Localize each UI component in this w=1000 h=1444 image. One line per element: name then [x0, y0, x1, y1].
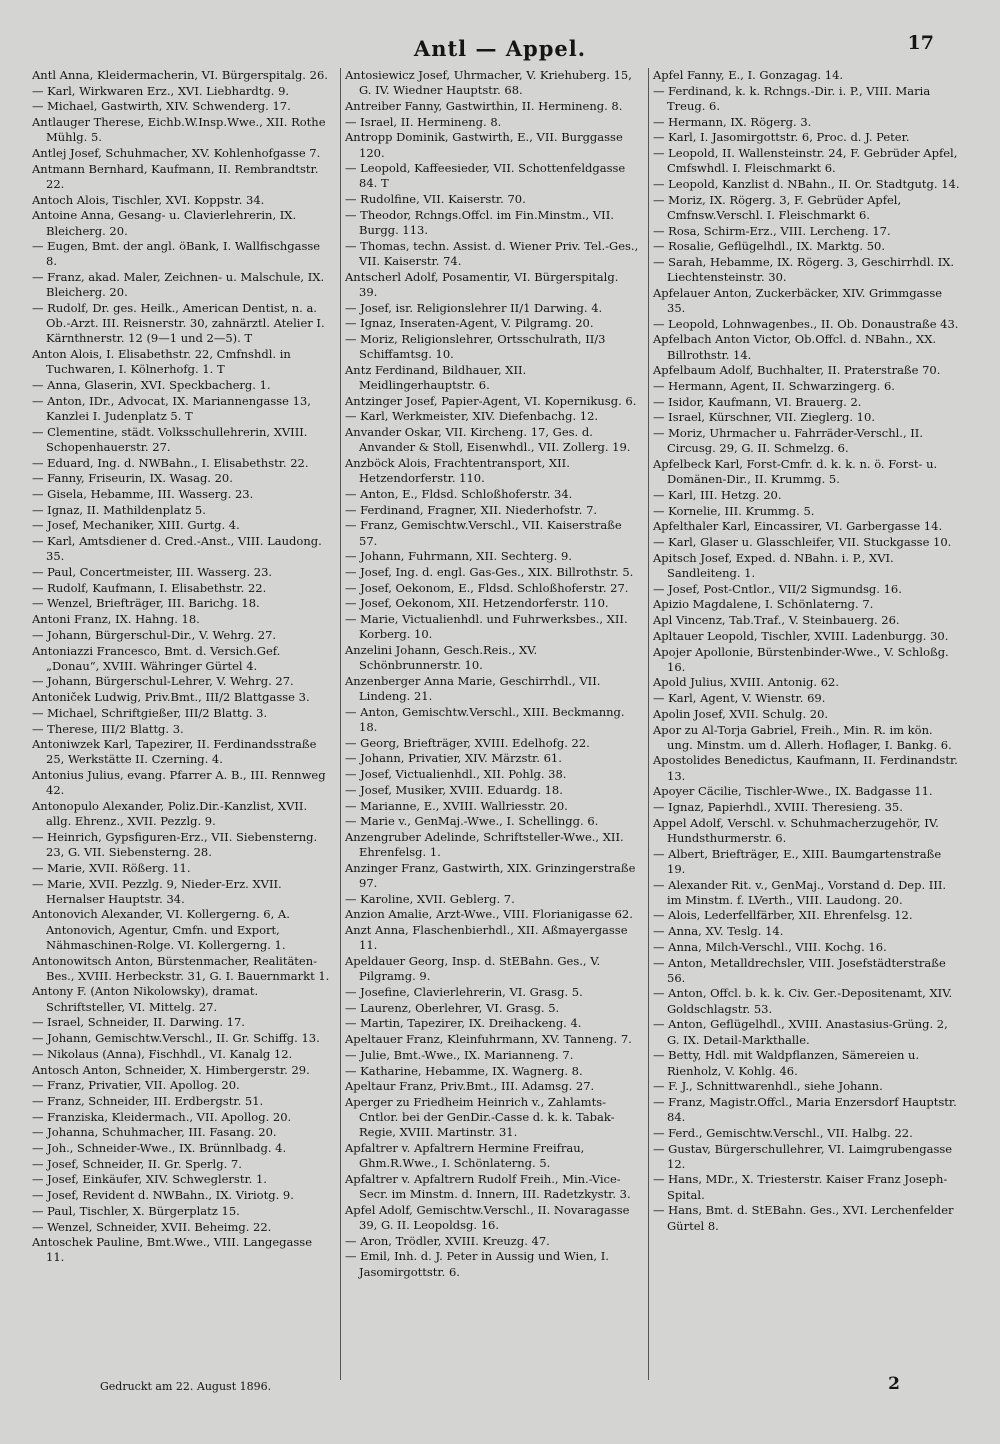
directory-entry: — Thomas, techn. Assist. d. Wiener Priv. Tel.-Ges., VII. Kaiserstr. 74. — [345, 238, 639, 268]
directory-entry: Anzinger Franz, Gastwirth, XIX. Grinzingerstraße 97. — [345, 860, 636, 891]
directory-entry: — Josef, Victualienhdl., XII. Pohlg. 38. — [345, 767, 567, 782]
directory-entry: — Josef, Einkäufer, XIV. Schweglerstr. 1. — [32, 1172, 267, 1187]
directory-entry: — Joh., Schneider-Wwe., IX. Brünnlbadg. 4. — [32, 1141, 287, 1156]
directory-entry: — Karl, Amtsdiener d. Cred.-Anst., VIII. Laudong. 35. — [32, 534, 322, 564]
directory-entry: — Franz, Schneider, III. Erdbergstr. 51. — [32, 1093, 264, 1108]
directory-entry: Antz Ferdinand, Bildhauer, XII. Meidlingerhauptstr. 6. — [345, 362, 527, 393]
directory-entry: — Johann, Fuhrmann, XII. Sechterg. 9. — [345, 549, 572, 564]
directory-entry: — Josef, Post-Cntlor., VII/2 Sigmundsg. 16. — [653, 581, 902, 596]
directory-entry: — Josef, Revident d. NWBahn., IX. Viriotg. 9. — [32, 1188, 294, 1203]
directory-entry: Antoniwzek Karl, Tapezirer, II. Ferdinandsstraße 25, Werkstätte II. Czerning. 4. — [32, 737, 317, 767]
directory-entry: Antonowitsch Anton, Bürstenmacher, Realitäten-Bes., XVIII. Herbeckstr. 31, G. I. Bauernmarkt 1. — [32, 953, 330, 983]
directory-entry: — Rosalie, Geflügelhdl., IX. Marktg. 50. — [653, 239, 886, 254]
directory-entry: — Julie, Bmt.-Wwe., IX. Marianneng. 7. — [345, 1047, 574, 1062]
directory-entry: — Josef, Schneider, II. Gr. Sperlg. 7. — [32, 1156, 242, 1171]
directory-entry: — Franz, akad. Maler, Zeichnen- u. Malschule, IX. Bleicherg. 20. — [32, 270, 325, 300]
directory-entry: Antonius Julius, evang. Pfarrer A. B., III. Rennweg 42. — [32, 768, 326, 798]
directory-entry: — Martin, Tapezirer, IX. Dreihackeng. 4. — [345, 1016, 582, 1031]
directory-entry: Antoniazzi Francesco, Bmt. d. Versich.Gef. „Donau“, XVIII. Währinger Gürtel 4. — [32, 643, 281, 673]
directory-entry: — Karl, Wirkwaren Erz., XVI. Liebhardtg. 9. — [32, 83, 290, 98]
directory-entry: — Ferd., Gemischtw.Verschl., VII. Halbg. 22. — [653, 1125, 913, 1140]
directory-entry: — Hermann, IX. Rögerg. 3. — [653, 114, 812, 129]
directory-entry: — Georg, Briefträger, XVIII. Edelhofg. 22. — [345, 735, 590, 750]
directory-entry: Antmann Bernhard, Kaufmann, II. Rembrandtstr. 22. — [32, 161, 319, 191]
directory-entry: — Karl, Glaser u. Glasschleifer, VII. Stuckgasse 10. — [653, 535, 952, 550]
directory-entry: Apfelbaum Adolf, Buchhalter, II. Praterstraße 70. — [653, 363, 941, 378]
directory-entry: — Israel, II. Hermineng. 8. — [345, 114, 502, 129]
directory-entry: — Anna, Glaserin, XVI. Speckbacherg. 1. — [32, 378, 271, 393]
directory-entry: — Marianne, E., XVIII. Wallriesstr. 20. — [345, 798, 568, 813]
directory-entry: — Johann, Bürgerschul-Lehrer, V. Wehrg. 27. — [32, 674, 294, 689]
print-date: Gedruckt am 22. August 1896. — [100, 1380, 272, 1393]
directory-entry: — Johanna, Schuhmacher, III. Fasang. 20. — [32, 1125, 277, 1140]
directory-entry: — Johann, Gemischtw.Verschl., II. Gr. Schiffg. 13. — [32, 1031, 320, 1046]
directory-entry: — Wenzel, Schneider, XVII. Beheimg. 22. — [32, 1219, 272, 1234]
entry-columns — [32, 68, 962, 1380]
directory-entry: Apizio Magdalene, I. Schönlaterng. 7. — [653, 597, 874, 612]
directory-entry: Apfelbach Anton Victor, Ob.Offcl. d. NBahn., XX. Billrothstr. 14. — [653, 332, 937, 362]
directory-entry: Antoni Franz, IX. Hahng. 18. — [32, 612, 200, 627]
directory-entry: — Eduard, Ing. d. NWBahn., I. Elisabethstr. 22. — [32, 455, 309, 470]
directory-entry: — Josefine, Clavierlehrerin, VI. Grasg. 5. — [345, 984, 583, 999]
directory-entry: — Israel, Schneider, II. Darwing. 17. — [32, 1015, 245, 1030]
directory-entry: — Ferdinand, Fragner, XII. Niederhofstr. 7. — [345, 502, 598, 517]
directory-entry: Antlauger Therese, Eichb.W.Insp.Wwe., XII. Rothe Mühlg. 5. — [32, 115, 326, 145]
directory-entry: — Rosa, Schirm-Erz., VIII. Lercheng. 17. — [653, 223, 891, 238]
directory-entry: — Ignaz, II. Mathildenplatz 5. — [32, 502, 206, 517]
directory-entry: — Hans, Bmt. d. StEBahn. Ges., XVI. Lerchenfelder Gürtel 8. — [653, 1203, 954, 1233]
directory-entry: — Anton, IDr., Advocat, IX. Mariannengasse 13, Kanzlei I. Judenplatz 5. T — [32, 393, 311, 423]
sheet-number: 2 — [888, 1374, 900, 1394]
directory-entry: Antreiber Fanny, Gastwirthin, II. Hermineng. 8. — [345, 98, 623, 113]
directory-entry: — Betty, Hdl. mit Waldpflanzen, Sämereien u. Rienholz, V. Kohlg. 46. — [653, 1048, 920, 1078]
directory-entry: — Anton, Metalldrechsler, VIII. Josefstädterstraße 56. — [653, 955, 946, 985]
directory-entry: Antoniček Ludwig, Priv.Bmt., III/2 Blattgasse 3. — [32, 690, 310, 705]
directory-entry: — Ferdinand, k. k. Rchngs.-Dir. i. P., VIII. Maria Treug. 6. — [653, 83, 931, 113]
directory-entry: Appel Adolf, Verschl. v. Schuhmacherzugehör, IV. Hundsthurmerstr. 6. — [653, 815, 939, 845]
directory-entry: — Therese, III/2 Blattg. 3. — [32, 721, 184, 736]
directory-entry: Apfelbeck Karl, Forst-Cmfr. d. k. k. n. ö. Forst- u. Domänen-Dir., II. Krummg. 5. — [653, 457, 938, 487]
directory-entry: — Emil, Inh. d. J. Peter in Aussig und Wien, I. Jasomirgottstr. 6. — [345, 1249, 609, 1279]
directory-entry: Apfelauer Anton, Zuckerbäcker, XIV. Grimmgasse 35. — [653, 285, 943, 316]
directory-entry: — Aron, Trödler, XVIII. Kreuzg. 47. — [345, 1233, 550, 1248]
directory-entry: — Johann, Privatier, XIV. Märzstr. 61. — [345, 751, 562, 766]
directory-entry: — Leopold, Kaffeesieder, VII. Schottenfeldgasse 84. T — [345, 161, 626, 191]
directory-entry: — Isidor, Kaufmann, VI. Brauerg. 2. — [653, 394, 862, 409]
directory-entry: — Alois, Lederfellfärber, XII. Ehrenfelsg. 12. — [653, 908, 913, 923]
directory-entry: — Nikolaus (Anna), Fischhdl., VI. Kanalg 12. — [32, 1046, 293, 1061]
directory-entry: — Josef, isr. Religionslehrer II/1 Darwing. 4. — [345, 300, 603, 315]
directory-entry: — Moriz, Uhrmacher u. Fahrräder-Verschl., II. Circusg. 29, G. II. Schmelzg. 6. — [653, 426, 923, 456]
directory-entry: Anvander Oskar, VII. Kircheng. 17, Ges. d. Anvander & Stoll, Eisenwhdl., VII. Zollerg. 19. — [345, 425, 631, 455]
directory-entry: — Laurenz, Oberlehrer, VI. Grasg. 5. — [345, 1000, 560, 1015]
directory-entry: — Albert, Briefträger, E., XIII. Baumgartenstraße 19. — [653, 846, 942, 876]
directory-entry: — Anton, Geflügelhdl., XVIII. Anastasius-Grüng. 2, G. IX. Detail-Markthalle. — [653, 1017, 948, 1047]
directory-entry: Antoine Anna, Gesang- u. Clavierlehrerin, IX. Bleicherg. 20. — [32, 208, 297, 238]
directory-entry: Anzenberger Anna Marie, Geschirrhdl., VII. Lindeng. 21. — [345, 673, 601, 704]
directory-entry: Apor zu Al-Torja Gabriel, Freih., Min. R. im kön. ung. Minstm. um d. Allerh. Hoflager, I. Bankg. 6. — [653, 722, 952, 752]
directory-entry: — Franz, Gemischtw.Verschl., VII. Kaiserstraße 57. — [345, 518, 622, 548]
directory-entry: Antl Anna, Kleidermacherin, VI. Bürgerspitalg. 26. — [32, 68, 328, 82]
directory-entry: — Eugen, Bmt. der angl. öBank, I. Wallfischgasse 8. — [32, 239, 321, 269]
directory-entry: — F. J., Schnittwarenhdl., siehe Johann. — [653, 1079, 883, 1094]
directory-entry: — Kornelie, III. Krummg. 5. — [653, 503, 815, 518]
directory-entry: — Marie, Victualienhdl. und Fuhrwerksbes., XII. Korberg. 10. — [345, 612, 628, 642]
directory-entry: Apold Julius, XVIII. Antonig. 62. — [653, 675, 840, 690]
directory-entry: — Karoline, XVII. Geblerg. 7. — [345, 891, 515, 906]
directory-entry: — Marie, XVII. Pezzlg. 9, Nieder-Erz. XVII. Hernalser Hauptstr. 34. — [32, 876, 282, 906]
directory-entry: Aperger zu Friedheim Heinrich v., Zahlamts-Cntlor. bei der GenDir.-Casse d. k. k. Tabak-Regie, XVIII. Martinstr. 31. — [345, 1094, 615, 1140]
page-footer — [100, 1374, 900, 1404]
directory-entry: Antropp Dominik, Gastwirth, E., VII. Burggasse 120. — [345, 130, 623, 160]
directory-entry: — Josef, Mechaniker, XIII. Gurtg. 4. — [32, 518, 240, 533]
directory-entry: Antosiewicz Josef, Uhrmacher, V. Kriehuberg. 15, G. IV. Wiedner Hauptstr. 68. — [345, 68, 632, 98]
directory-entry: Apolin Josef, XVII. Schulg. 20. — [653, 706, 829, 721]
directory-entry: Apfel Fanny, E., I. Gonzagag. 14. — [653, 68, 844, 82]
directory-entry: — Karl, I. Jasomirgottstr. 6, Proc. d. J. Peter. — [653, 130, 910, 145]
directory-entry: Apostolides Benedictus, Kaufmann, II. Ferdinandstr. 13. — [653, 753, 958, 783]
directory-entry: — Rudolf, Kaufmann, I. Elisabethstr. 22. — [32, 580, 267, 595]
directory-entry: — Leopold, II. Wallensteinstr. 24, F. Gebrüder Apfel, Cmfswhdl. I. Fleischmarkt 6. — [653, 146, 958, 176]
directory-entry: Apitsch Josef, Exped. d. NBahn. i. P., XVI. Sandleiteng. 1. — [653, 550, 894, 580]
directory-entry: — Wenzel, Briefträger, III. Barichg. 18. — [32, 596, 260, 611]
directory-entry: — Franz, Magistr.Offcl., Maria Enzersdorf Hauptstr. 84. — [653, 1094, 957, 1125]
directory-entry: — Leopold, Lohnwagenbes., II. Ob. Donaustraße 43. — [653, 316, 959, 331]
directory-entry: Apltauer Leopold, Tischler, XVIII. Ladenburgg. 30. — [653, 628, 949, 643]
directory-entry: Antoch Alois, Tischler, XVI. Koppstr. 34. — [32, 192, 265, 207]
directory-entry: — Michael, Gastwirth, XIV. Schwenderg. 17. — [32, 99, 291, 114]
directory-entry: Apfel Adolf, Gemischtw.Verschl., II. Novaragasse 39, G. II. Leopoldsg. 16. — [345, 1202, 630, 1233]
column-3 — [648, 68, 962, 1380]
directory-entry: — Marie v., GenMaj.-Wwe., I. Schellingg. 6. — [345, 814, 599, 829]
directory-entry: Antosch Anton, Schneider, X. Himbergerstr. 29. — [32, 1062, 310, 1077]
directory-entry: Antlej Josef, Schuhmacher, XV. Kohlenhofgasse 7. — [32, 146, 321, 161]
directory-entry: Apeltaur Franz, Priv.Bmt., III. Adamsg. 27. — [345, 1079, 595, 1094]
directory-entry: Anzion Amalie, Arzt-Wwe., VIII. Florianigasse 62. — [345, 907, 633, 922]
directory-entry: Apoyer Cäcilie, Tischler-Wwe., IX. Badgasse 11. — [653, 784, 933, 799]
directory-entry: — Sarah, Hebamme, IX. Rögerg. 3, Geschirrhdl. IX. Liechtensteinstr. 30. — [653, 254, 955, 285]
directory-entry: — Heinrich, Gypsfiguren-Erz., VII. Siebensterng. 23, G. VII. Siebensterng. 28. — [32, 829, 318, 860]
directory-entry: — Karl, III. Hetzg. 20. — [653, 487, 782, 502]
directory-entry: Antscherl Adolf, Posamentir, VI. Bürgerspitalg. 39. — [345, 269, 619, 299]
directory-entry: — Franziska, Kleidermach., VII. Apollog. 20. — [32, 1109, 292, 1124]
directory-entry: Apojer Apollonie, Bürstenbinder-Wwe., V. Schloßg. 16. — [653, 644, 949, 674]
directory-entry: — Marie, XVII. Rößerg. 11. — [32, 860, 191, 875]
directory-entry: Antzinger Josef, Papier-Agent, VI. Kopernikusg. 6. — [345, 393, 637, 408]
directory-entry: Apl Vincenz, Tab.Traf., V. Steinbauerg. 26. — [653, 613, 900, 628]
directory-entry: — Ignaz, Papierhdl., XVIII. Theresieng. 35. — [653, 800, 903, 815]
directory-entry: Antony F. (Anton Nikolowsky), dramat. Schriftsteller, VI. Mittelg. 27. — [32, 984, 259, 1014]
directory-entry: — Josef, Ing. d. engl. Gas-Ges., XIX. Billrothstr. 5. — [345, 565, 634, 579]
column-2 — [340, 68, 640, 1380]
page-title: Antl — Appel. — [413, 36, 587, 61]
directory-entry: — Anton, E., Fldsd. Schloßhoferstr. 34. — [345, 486, 573, 501]
directory-entry: — Leopold, Kanzlist d. NBahn., II. Or. Stadtgutg. 14. — [653, 176, 960, 191]
directory-entry: Apeltauer Franz, Kleinfuhrmann, XV. Tanneng. 7. — [345, 1032, 632, 1047]
directory-entry: — Gisela, Hebamme, III. Wasserg. 23. — [32, 486, 254, 501]
directory-entry: Apfelthaler Karl, Eincassirer, VI. Garbergasse 14. — [653, 519, 943, 534]
directory-entry: Apfaltrer v. Apfaltrern Hermine Freifrau, Ghm.R.Wwe., I. Schönlaterng. 5. — [345, 1141, 585, 1171]
directory-entry: — Franz, Privatier, VII. Apollog. 20. — [32, 1078, 240, 1093]
directory-entry: Apeldauer Georg, Insp. d. StEBahn. Ges., V. Pilgramg. 9. — [345, 954, 601, 984]
directory-entry: — Israel, Kürschner, VII. Zieglerg. 10. — [653, 410, 875, 425]
directory-entry: — Anna, XV. Teslg. 14. — [653, 924, 784, 939]
directory-entry: — Alexander Rit. v., GenMaj., Vorstand d. Dep. III. im Minstm. f. LVerth., VIII. Laudong. 20. — [653, 877, 947, 907]
directory-entry: — Karl, Agent, V. Wienstr. 69. — [653, 691, 826, 706]
directory-entry: — Ignaz, Inseraten-Agent, V. Pilgramg. 20. — [345, 316, 594, 331]
directory-entry: — Josef, Oekonom, E., Fldsd. Schloßhoferstr. 27. — [345, 580, 629, 595]
directory-entry: — Anna, Milch-Verschl., VIII. Kochg. 16. — [653, 939, 887, 954]
directory-entry: — Karl, Werkmeister, XIV. Diefenbachg. 12. — [345, 409, 599, 424]
directory-entry: — Anton, Gemischtw.Verschl., XIII. Beckmanng. 18. — [345, 704, 625, 735]
directory-entry: Apfaltrer v. Apfaltrern Rudolf Freih., Min.-Vice-Secr. im Minstm. d. Innern, III. Radetzkystr. 3. — [345, 1171, 631, 1202]
directory-entry: — Josef, Oekonom, XII. Hetzendorferstr. 110. — [345, 596, 609, 611]
directory-entry: — Moriz, Religionslehrer, Ortsschulrath, II/3 Schiffamtsg. 10. — [345, 331, 606, 362]
directory-entry: Anzböck Alois, Frachtentransport, XII. Hetzendorferstr. 110. — [345, 456, 570, 486]
directory-entry: — Gustav, Bürgerschullehrer, VI. Laimgrubengasse 12. — [653, 1141, 953, 1171]
directory-entry: — Paul, Tischler, X. Bürgerplatz 15. — [32, 1203, 240, 1218]
directory-entry: — Josef, Musiker, XVIII. Eduardg. 18. — [345, 782, 563, 797]
directory-entry: Anton Alois, I. Elisabethstr. 22, Cmfnshdl. in Tuchwaren, I. Kölnerhofg. 1. T — [32, 347, 291, 377]
directory-entry: — Fanny, Friseurin, IX. Wasag. 20. — [32, 471, 233, 486]
directory-entry: — Michael, Schriftgießer, III/2 Blattg. 3. — [32, 705, 268, 720]
directory-entry: — Paul, Concertmeister, III. Wasserg. 23. — [32, 565, 273, 579]
column-1 — [32, 68, 332, 1380]
directory-entry: Anzelini Johann, Gesch.Reis., XV. Schönbrunnerstr. 10. — [345, 643, 538, 673]
page-header — [0, 26, 1000, 66]
page-number: 17 — [907, 32, 934, 54]
directory-entry: — Clementine, städt. Volksschullehrerin, XVIII. Schopenhauerstr. 27. — [32, 424, 308, 454]
directory-entry: Antonovich Alexander, VI. Kollergerng. 6, A. Antonovich, Agentur, Cmfn. und Export, Nähmaschinen-Rolge. VI. Kollergerng. 1. — [32, 907, 290, 952]
directory-entry: — Theodor, Rchngs.Offcl. im Fin.Minstm., VII. Burgg. 113. — [345, 207, 614, 238]
directory-entry: — Rudolf, Dr. ges. Heilk., American Dentist, n. a. Ob.-Arzt. III. Reisnerstr. 30, zahnärztl. Atelier I. Kärnthnerstr. 12 (9—1 und 2—5). T — [32, 301, 325, 346]
directory-entry: Antoschek Pauline, Bmt.Wwe., VIII. Langegasse 11. — [32, 1235, 313, 1265]
directory-entry: — Johann, Bürgerschul-Dir., V. Wehrg. 27. — [32, 627, 277, 642]
directory-entry: — Hermann, Agent, II. Schwarzingerg. 6. — [653, 379, 895, 394]
directory-entry: Anzt Anna, Flaschenbierhdl., XII. Aßmayergasse 11. — [345, 923, 628, 953]
directory-entry: — Moriz, IX. Rögerg. 3, F. Gebrüder Apfel, Cmfnsw.Verschl. I. Fleischmarkt 6. — [653, 192, 902, 222]
directory-entry: — Hans, MDr., X. Triesterstr. Kaiser Franz Joseph-Spital. — [653, 1172, 948, 1202]
directory-entry: — Rudolfine, VII. Kaiserstr. 70. — [345, 192, 526, 207]
directory-entry: Antonopulo Alexander, Poliz.Dir.-Kanzlist, XVII. allg. Ehrenz., XVII. Pezzlg. 9. — [32, 799, 308, 829]
directory-entry: — Katharine, Hebamme, IX. Wagnerg. 8. — [345, 1063, 583, 1078]
directory-entry: — Anton, Offcl. b. k. k. Civ. Ger.-Depositenamt, XIV. Goldschlagstr. 53. — [653, 986, 953, 1016]
directory-entry: Anzengruber Adelinde, Schriftsteller-Wwe., XII. Ehrenfelsg. 1. — [345, 829, 624, 860]
